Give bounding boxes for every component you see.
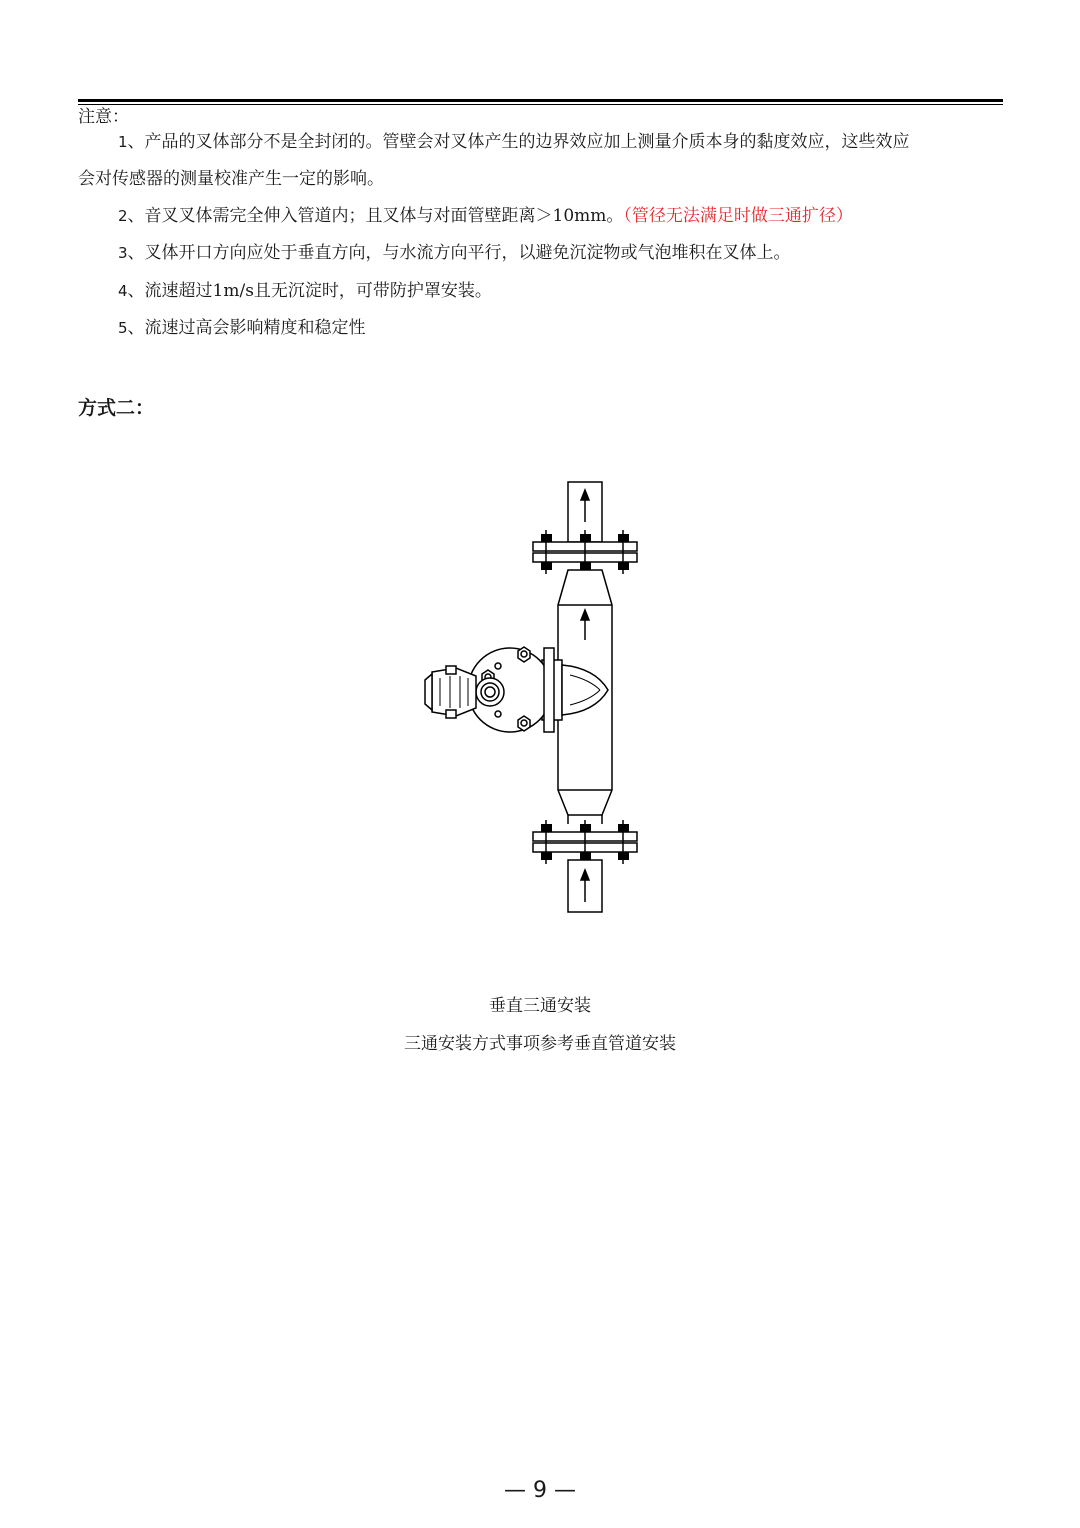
transmitter-housing	[425, 666, 476, 718]
note-item-4-text: 、流速超过1m/s且无沉淀时，可带防护罩安装。	[127, 281, 492, 301]
note-item-2-text: 、音叉叉体需完全伸入管道内；且叉体与对面管壁距离＞10mm。	[127, 206, 624, 226]
figure-caption: 垂直三通安装	[489, 996, 591, 1016]
note-item-3-number: 3	[118, 244, 128, 262]
note-item-5-number: 5	[118, 319, 128, 337]
note-item-5	[118, 316, 366, 340]
note-item-3	[118, 241, 791, 265]
note-item-3-text: 、叉体开口方向应处于垂直方向，与水流方向平行，以避免沉淀物或气泡堆积在叉体上。	[127, 243, 791, 263]
note-item-1-text: 、产品的叉体部分不是全封闭的。管壁会对叉体产生的边界效应加上测量介质本身的黏度效应，这些效应	[127, 132, 910, 152]
note-label: 注意：	[78, 107, 129, 127]
bottom-flange	[533, 820, 637, 864]
section-heading: 方式二：	[78, 397, 155, 419]
top-flange	[533, 530, 637, 574]
note-item-4-number: 4	[118, 282, 128, 300]
note-item-2-number: 2	[118, 207, 128, 225]
note-item-5-text: 、流速过高会影响精度和稳定性	[127, 318, 366, 338]
tee-installation-diagram	[410, 470, 660, 930]
note-item-1-line2: 会对传感器的测量校准产生一定的影响。	[78, 169, 384, 189]
figure-subcaption: 三通安装方式事项参考垂直管道安装	[404, 1034, 676, 1054]
note-item-1-number: 1	[118, 133, 128, 151]
note-item-2	[118, 204, 853, 228]
header-rule-thin	[78, 104, 1003, 105]
note-item-4	[118, 279, 492, 303]
note-item-2-highlight: （管径无法满足时做三通扩径）	[623, 206, 853, 226]
page-number: — 9 —	[504, 1478, 576, 1503]
header-rule-thick	[78, 99, 1003, 102]
note-item-1-line1	[118, 130, 910, 154]
